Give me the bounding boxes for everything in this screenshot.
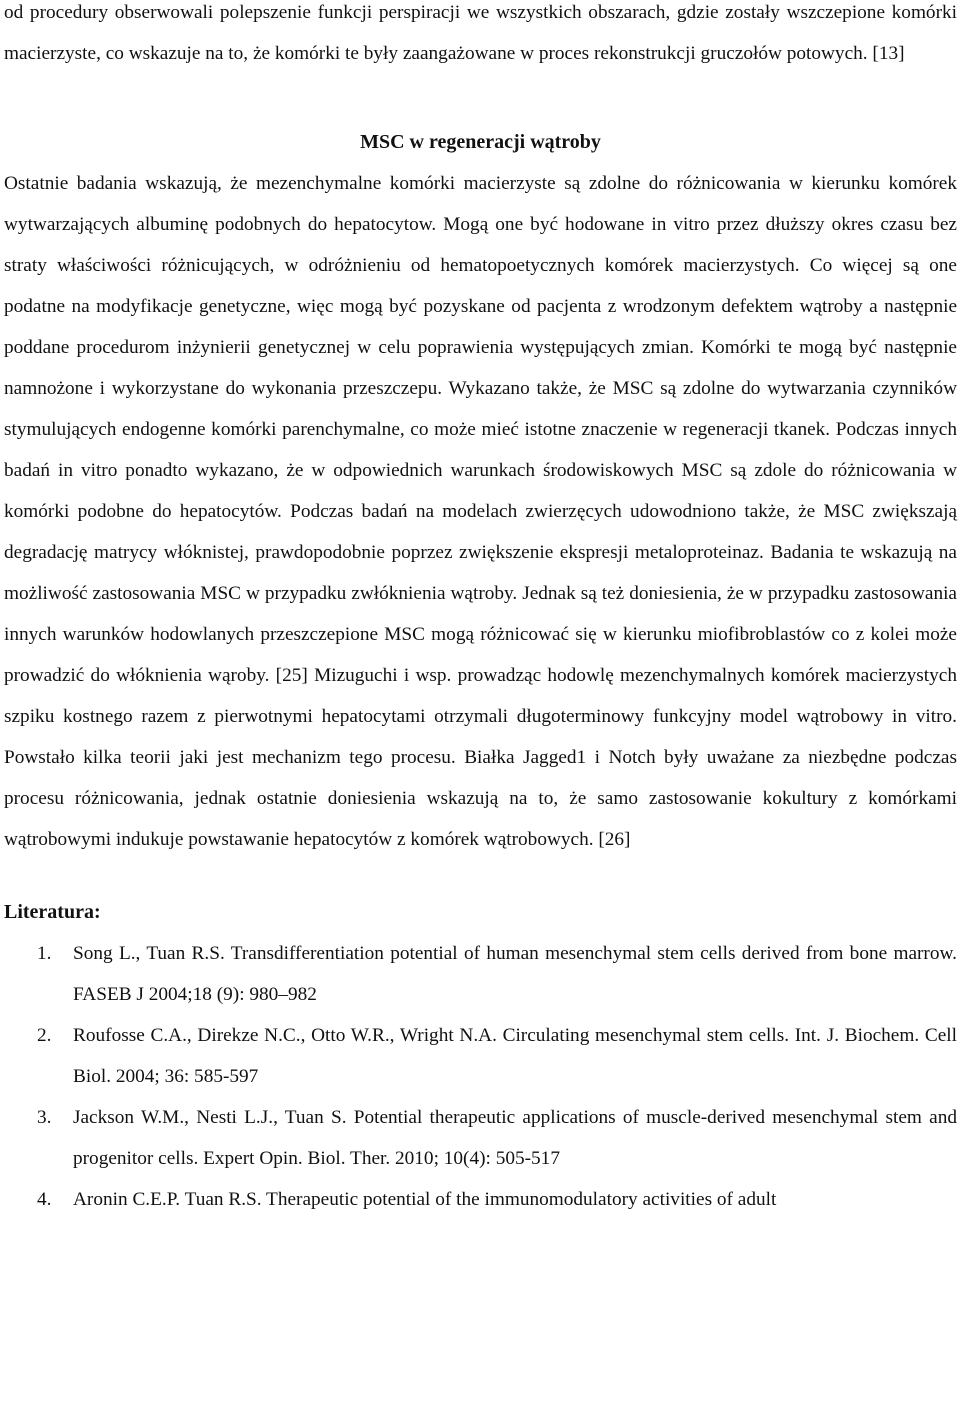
reference-number: 1.: [37, 943, 52, 964]
reference-item: [4, 1015, 957, 1097]
reference-list: [4, 933, 957, 1220]
reference-item: [4, 1097, 957, 1179]
reference-number: 4.: [37, 1189, 52, 1210]
section-title: MSC w regeneracji wątroby: [360, 131, 601, 153]
references-heading: Literatura:: [4, 901, 101, 923]
reference-item: [4, 1179, 957, 1220]
reference-text: Aronin C.E.P. Tuan R.S. Therapeutic potential of the immunomodulatory activities of adult: [73, 1189, 777, 1210]
reference-text: Song L., Tuan R.S. Transdifferentiation potential of human mesenchymal stem cells derived from bone marrow. FASEB J 2004;18 (9): 980–982: [73, 943, 957, 1005]
reference-number: 2.: [37, 1025, 52, 1046]
reference-item: [4, 933, 957, 1015]
reference-text: Roufosse C.A., Direkze N.C., Otto W.R., Wright N.A. Circulating mesenchymal stem cells. Int. J. Biochem. Cell Biol. 2004; 36: 585-597: [73, 1025, 957, 1087]
reference-number: 3.: [37, 1107, 52, 1128]
intro-paragraph: od procedury obserwowali polepszenie funkcji perspiracji we wszystkich obszarach, gdzie zostały wszczepione komórki macierzyste, co wskazuje na to, że komórki te były zaangażowane w proces rekonstrukcji gruczołów potowych. [13]: [4, 2, 957, 64]
body-paragraph: Ostatnie badania wskazują, że mezenchymalne komórki macierzyste są zdolne do różnicowania w kierunku komórek wytwarzających albuminę podobnych do hepatocytow. Mogą one być hodowane in vitro przez dłuższy okres czasu bez straty właściwości różnicujących, w odróżnieniu od hematopoetycznych komórek macierzystych. Co więcej są one podatne na modyfikacje genetyczne, więc mogą być pozyskane od pacjenta z wrodzonym defektem wątroby a następnie poddane procedurom inżynierii genetycznej w celu poprawienia występujących zmian. Komórki te mogą być następnie namnożone i wykorzystane do wykonania przeszczepu. Wykazano także, że MSC są zdolne do wytwarzania czynników stymulujących endogenne komórki parenchymalne, co może mieć istotne znaczenie w regeneracji tkanek. Podczas innych badań in vitro ponadto wykazano, że w odpowiednich warunkach środowiskowych MSC są zdole do różnicowania w komórki podobne do hepatocytów. Podczas badań na modelach zwierzęcych udowodniono także, że MSC zwiększają degradację matrycy włóknistej, prawdopodobnie poprzez zwiększenie ekspresji metaloproteinaz. Badania te wskazują na możliwość zastosowania MSC w przypadku zwłóknienia wątroby. Jednak są też doniesienia, że w przypadku zastosowania innych warunków hodowlanych przeszczepione MSC mogą różnicować się w kierunku miofibroblastów co z kolei może prowadzić do włóknienia wąroby. [25] Mizuguchi i wsp. prowadząc hodowlę mezenchymalnych komórek macierzystych szpiku kostnego razem z pierwotnymi hepatocytami otrzymali długoterminowy funkcyjny model wątrobowy in vitro. Powstało kilka teorii jaki jest mechanizm tego procesu. Białka Jagged1 i Notch były uważane za niezbędne podczas procesu różnicowania, jednak ostatnie doniesienia wskazują na to, że samo zastosowanie kokultury z komórkami wątrobowymi indukuje powstawanie hepatocytów z komórek wątrobowych. [26]: [4, 173, 957, 850]
reference-text: Jackson W.M., Nesti L.J., Tuan S. Potential therapeutic applications of muscle-derived mesenchymal stem and progenitor cells. Expert Opin. Biol. Ther. 2010; 10(4): 505-517: [73, 1107, 957, 1169]
